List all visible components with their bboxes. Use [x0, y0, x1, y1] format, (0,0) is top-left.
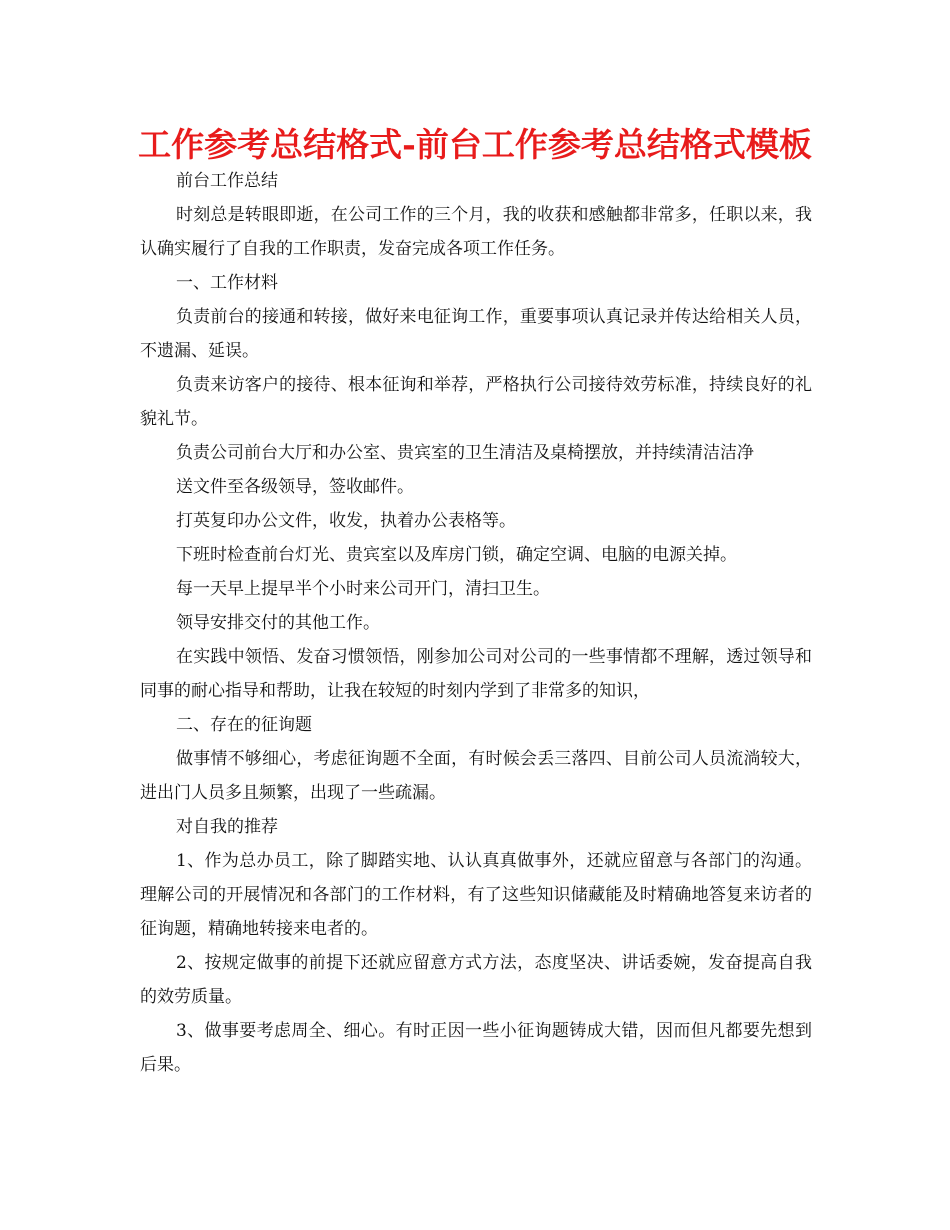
paragraph-intro: 时刻总是转眼即逝，在公司工作的三个月，我的收获和感触都非常多，任职以来，我认确实履行了自我的工作职责，发奋完成各项工作任务。	[140, 205, 812, 259]
document-body	[140, 164, 812, 1082]
paragraph-learning: 在实践中领悟、发奋习惯领悟，刚参加公司对公司的一些事情都不理解，透过领导和同事的耐心指导和帮助，让我在较短的时刻内学到了非常多的知识，	[140, 647, 812, 701]
paragraph-duty-opening: 每一天早上提早半个小时来公司开门，清扫卫生。	[176, 579, 550, 599]
paragraph-duty-phone: 负责前台的接通和转接，做好来电征询工作，重要事项认真记录并传达给相关人员，不遗漏、延误。	[140, 307, 812, 361]
paragraph-duty-cleaning: 负责公司前台大厅和办公室、贵宾室的卫生清洁及桌椅摆放，并持续清洁洁净	[176, 443, 754, 463]
paragraph-recommendation-2: 2、按规定做事的前提下还就应留意方式方法，态度坚决、讲话委婉，发奋提高自我的效劳质量。	[140, 953, 812, 1007]
paragraph-duty-other: 领导安排交付的其他工作。	[176, 613, 380, 633]
section-heading-recommendations: 对自我的推荐	[176, 817, 278, 837]
paragraph-duty-documents: 送文件至各级领导，签收邮件。	[176, 477, 414, 497]
paragraph-recommendation-1: 1、作为总办员工，除了脚踏实地、认认真真做事外，还就应留意与各部门的沟通。理解公司的开展情况和各部门的工作材料，有了这些知识储藏能及时精确地答复来访者的征询题，精确地转接来电者的。	[140, 851, 812, 939]
paragraph-problems: 做事情不够细心，考虑征询题不全面，有时候会丢三落四、目前公司人员流淌较大，进出门人员多且频繁，出现了一些疏漏。	[140, 749, 812, 803]
paragraph-recommendation-3: 3、做事要考虑周全、细心。有时正因一些小征询题铸成大错，因而但凡都要先想到后果。	[140, 1021, 812, 1075]
paragraph-duty-reception: 负责来访客户的接待、根本征询和举荐，严格执行公司接待效劳标准，持续良好的礼貌礼节。	[140, 375, 812, 429]
section-heading-work-materials: 一、工作材料	[176, 273, 278, 293]
paragraph-heading-summary: 前台工作总结	[176, 171, 278, 191]
document-title: 工作参考总结格式-前台工作参考总结格式模板	[138, 125, 812, 164]
paragraph-duty-printing: 打英复印办公文件，收发，执着办公表格等。	[176, 511, 516, 531]
section-heading-problems: 二、存在的征询题	[176, 715, 312, 735]
paragraph-duty-closing: 下班时检查前台灯光、贵宾室以及库房门锁，确定空调、电脑的电源关掉。	[176, 545, 737, 565]
